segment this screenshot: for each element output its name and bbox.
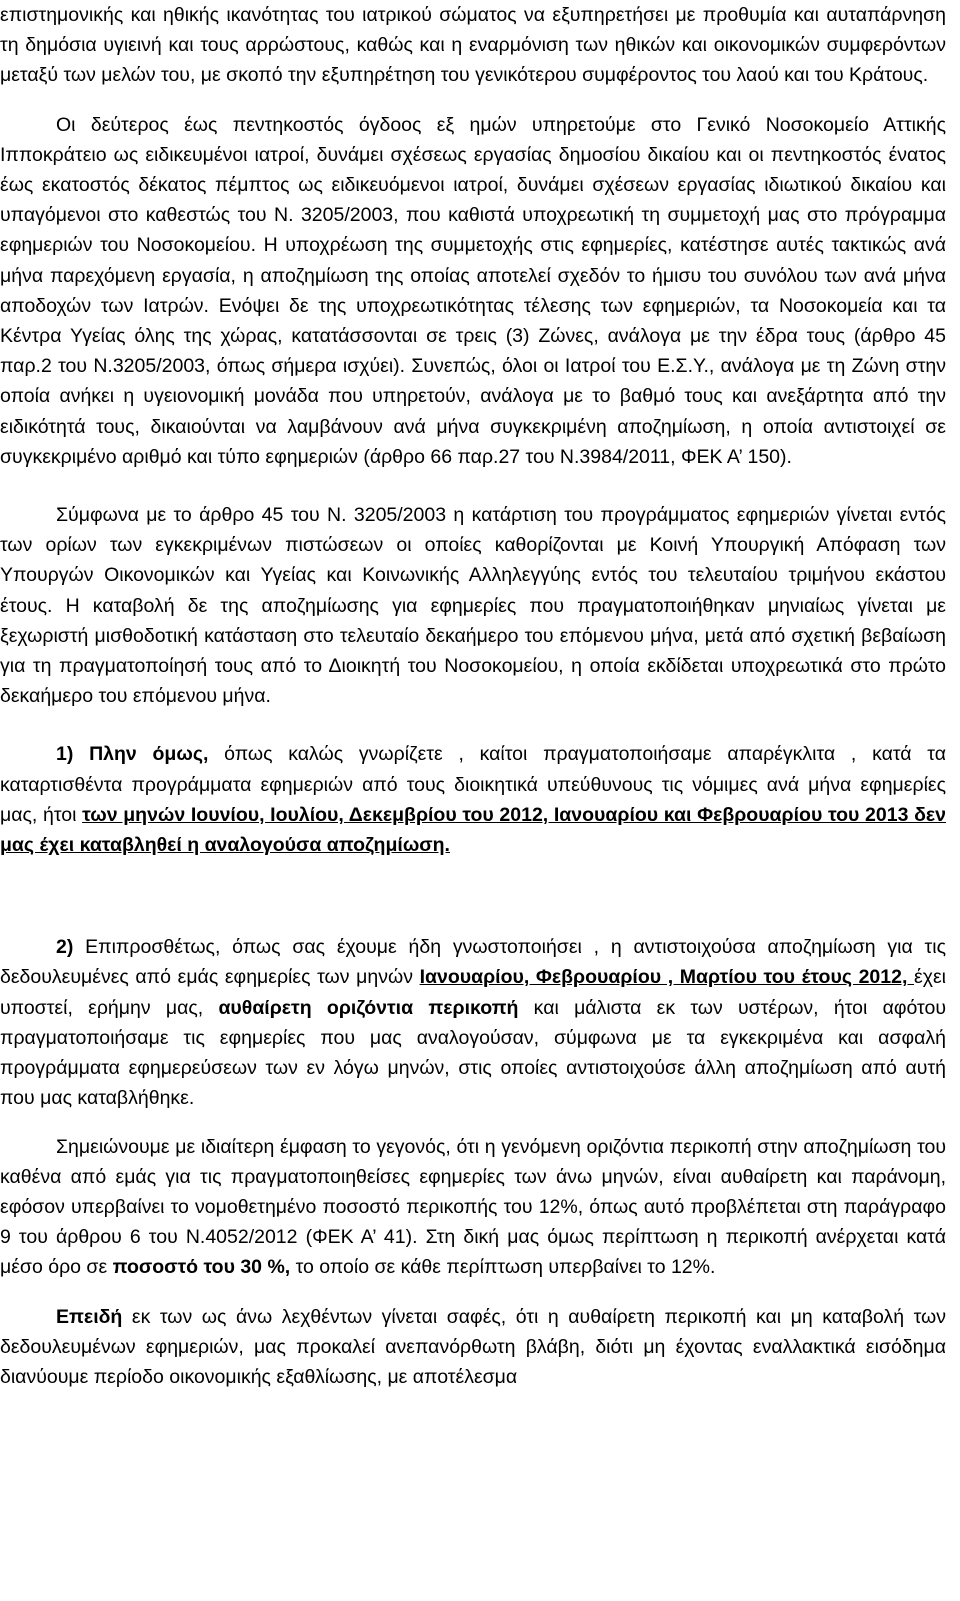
point-1-unpaid-months: των μηνών Ιουνίου, Ιουλίου, Δεκεμβρίου του 2012, Ιανουαρίου και Φεβρουαρίου του 2013 δεν μας έχει καταβληθεί η αναλογούσα αποζημίωση.: [0, 803, 946, 857]
paragraph-article-45: Σύμφωνα με το άρθρο 45 του Ν. 3205/2003 η κατάρτιση του προγράμματος εφημεριών γίνεται εντός των ορίων των εγκεκριμένων πιστώσεων οι οποίες καθορίζονται με Κοινή Υπουργική Απόφαση των Υπουργών Οικονομικών και Υγείας και Κοινωνικής Αλληλεγγύης εντός του τελευταίου τριμήνου εκάστου έτους. Η καταβολή δε της αποζημίωσης για εφημερίες που πραγματοποιήθηκαν μηνιαίως γίνεται με ξεχωριστή μισθοδοτική κατάσταση στο τελευταίο δεκαήμερο του επόμενου μήνα, μετά από σχετική βεβαίωση για τη πραγματοποίησή τους από το Διοικητή του Νοσοκομείου, η οποία εκδίδεται υποχρεωτικά στο πρώτο δεκαήμερο του επόμενου μήνα.: [0, 504, 946, 708]
point-1-label: 1) Πλην όμως,: [56, 743, 209, 766]
point-2-label: 2): [56, 936, 74, 959]
since-text: εκ των ως άνω λεχθέντων γίνεται σαφές, ότι η αυθαίρετη περικοπή και μη καταβολή των δεδουλευμένων εφημεριών, μας προκαλεί ανεπανόρθωτη βλάβη, διότι μη έχοντας εναλλακτικά εισόδημα διανύουμε περίοδο οικονομικής εξαθλίωσης, με αποτέλεσμα: [0, 1305, 946, 1388]
paragraph-point-1: [0, 739, 946, 860]
paragraph-point-2: [0, 932, 946, 1113]
point-1-text: όπως καλώς γνωρίζετε , καίτοι πραγματοποιήσαμε απαρέγκλιτα , κατά τα καταρτισθέντα προγράμματα εφημεριών από τους διοικητικά υπεύθυνους τις νόμιμες ανά μήνα εφημερίες μας, ήτοι: [0, 743, 947, 826]
point-2-cut-emphasis: αυθαίρετη οριζόντια περικοπή: [218, 996, 519, 1019]
since-label: Επειδή: [56, 1305, 123, 1328]
paragraph-since: [0, 1302, 946, 1393]
paragraph-intro: επιστημονικής και ηθικής ικανότητας του ιατρικού σώματος να εξυπηρετήσει με προθυμία και αυταπάρνηση τη δημόσια υγιεινή και τους αρρώστους, καθώς και η εναρμόνιση των ηθικών και οικονομικών συμφερόντων μεταξύ των μελών του, με σκοπό την εξυπηρέτηση του γενικότερου συμφέροντος του λαού και του Κράτους.: [0, 4, 946, 87]
paragraph-employment-status: Οι δεύτερος έως πεντηκοστός όγδοος εξ ημών υπηρετούμε στο Γενικό Νοσοκομείο Αττικής Ιπποκράτειο ως ειδικευμένοι ιατροί, δυνάμει σχέσεως εργασίας δημοσίου δικαίου και οι πεντηκοστός ένατος έως εκατοστός δέκατος πέμπτος ως ειδικευόμενοι ιατροί, δυνάμει σχέσεων εργασίας ιδιωτικού δικαίου και υπαγόμενοι στο καθεστώς του Ν. 3205/2003, που καθιστά υποχρεωτική τη συμμετοχή μας στο πρόγραμμα εφημεριών του Νοσοκομείου. Η υποχρέωση της συμμετοχής στις εφημερίες, κατέστησε αυτές τακτικώς ανά μήνα παρεχόμενη εργασία, η αποζημίωση της οποίας αποτελεί σχεδόν το ήμισυ του συνόλου των ανά μήνα αποδοχών των Ιατρών. Ενόψει δε της υποχρεωτικότητας τέλεσης των εφημεριών, τα Νοσοκομεία και τα Κέντρα Υγείας όλης της χώρας, κατατάσσονται σε τρεις (3) Ζώνες, ανάλογα με την έδρα τους (άρθρο 45 παρ.2 του Ν.3205/2003, όπως σήμερα ισχύει). Συνεπώς, όλοι οι Ιατροί του Ε.Σ.Υ., ανάλογα με τη Ζώνη στην οποία ανήκει η υγειονομική μονάδα που υπηρετούν, ανάλογα με το βαθμό τους και ανεξάρτητα από την ειδικότητά τους, δικαιούνται να λαμβάνουν ανά μήνα συγκεκριμένη αποζημίωση, η οποία αντιστοιχεί σε συγκεκριμένο αριθμό και τύπο εφημεριών (άρθρο 66 παρ.27 του Ν.3984/2011, ΦΕΚ Α’ 150).: [0, 113, 946, 468]
emphasis-text-b: το οποίο σε κάθε περίπτωση υπερβαίνει το 12%.: [290, 1256, 716, 1279]
point-2-text-b: έχει υποστεί, ερήμην μας,: [0, 966, 946, 1019]
emphasis-percentage: ποσοστό του 30 %,: [112, 1256, 291, 1279]
point-2-months: Ιανουαρίου, Φεβρουαρίου , Μαρτίου του έτους 2012,: [419, 966, 915, 989]
point-2-text: Επιπροσθέτως, όπως σας έχουμε ήδη γνωστοποιήσει , η αντιστοιχούσα αποζημίωση για τις δεδουλευμένες από εμάς εφημερίες των μηνών: [0, 936, 946, 989]
emphasis-text: Σημειώνουμε με ιδιαίτερη έμφαση το γεγονός, ότι η γενόμενη οριζόντια περικοπή στην αποζημίωση του καθένα από εμάς για τις πραγματοποιηθείσες εφημερίες των άνω μηνών, είναι αυθαίρετη και παράνομη, εφόσον υπερβαίνει το νομοθετημένο ποσοστό περικοπής του 12%, όπως αυτό προβλέπεται στη παράγραφο 9 του άρθρου 6 του Ν.4052/2012 (ΦΕΚ Α’ 41). Στη δική μας όμως περίπτωση η περικοπή ανέρχεται κατά μέσο όρο σε: [0, 1135, 946, 1279]
paragraph-emphasis: [0, 1132, 946, 1283]
point-2-text-c: και μάλιστα εκ των υστέρων, ήτοι αφότου πραγματοποιήσαμε τις εφημερίες που μας αναλογούσαν, σύμφωνα με τα εγκεκριμένα και ασφαλή προγράμματα εφημερεύσεων των εν λόγω μηνών, στις οποίες αντιστοιχούσε άλλη αποζημίωση από αυτή που μας καταβλήθηκε.: [0, 996, 946, 1110]
